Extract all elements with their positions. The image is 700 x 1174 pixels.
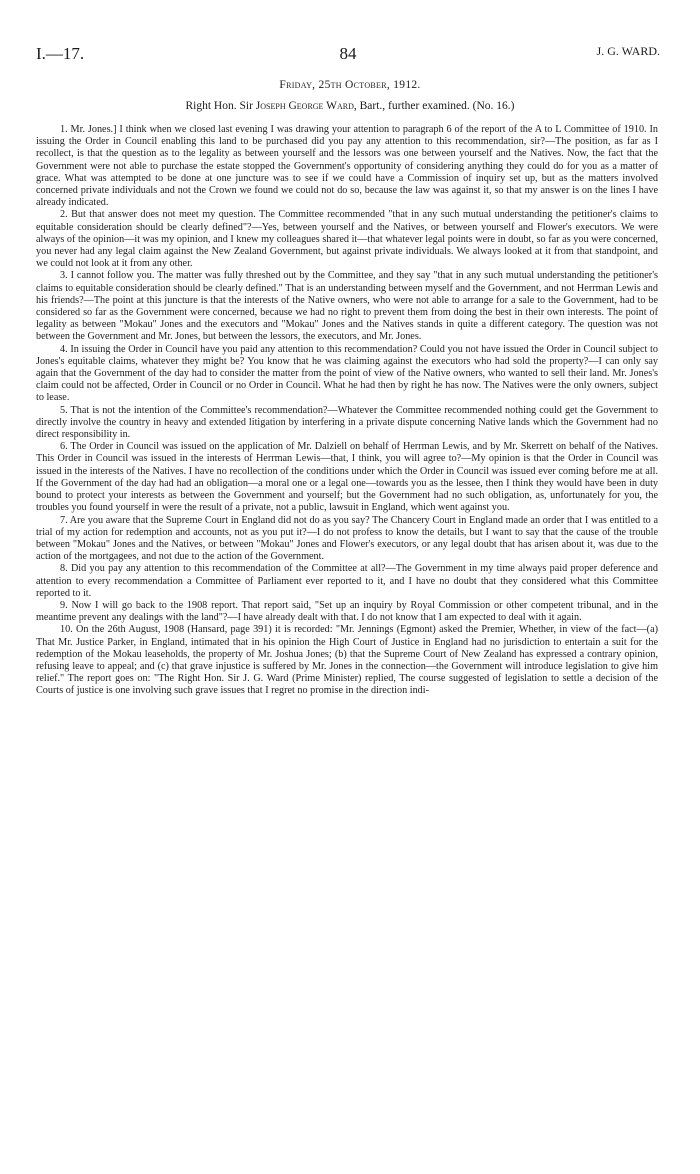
page-number: 84 bbox=[339, 44, 357, 63]
testimony-body bbox=[36, 124, 658, 698]
witness-suffix: , Bart., further examined. (No. 16.) bbox=[353, 100, 515, 112]
question-paragraph-4: 4. In issuing the Order in Council have you paid any attention to this recommendation? Could you not have issued the Order in Council subject to Jones's equitable claims, whatever they might be? You know that he was claiming against the executors who had sold the property?—I can only say again that the Government of the day had to consider the matter from the point of view of the Native owners, who wanted to sell their land. Mr. Jones's claim could not be affected, Order in Council or no Order in Council. What he had then by right he has now. The Natives were the only owners, subject to lease. bbox=[36, 343, 658, 404]
question-paragraph-10: 10. On the 26th August, 1908 (Hansard, page 391) it is recorded: "Mr. Jennings (Egmont) asked the Premier, Whether, in view of the fact—(a) That Mr. Justice Parker, in England, intimated that in his opinion the High Court of Justice in England had no jurisdiction to entertain a suit for the redemption of the Mokau leaseholds, the property of Mr. Joshua Jones; (b) that the Supreme Court of New Zealand has expressed a contrary opinion, refusing leave to appeal; and (c) that grave injustice is suffered by Mr. Jones in the connection—the Government will introduce legislation to give him relief." The report goes on: "The Right Hon. Sir J. G. Ward (Prime Minister) replied, The course suggested of legislation to settle a decision of the Courts of justice is one involving such grave issues that I regret no promise in the direction indi- bbox=[36, 624, 658, 697]
question-paragraph-9: 9. Now I will go back to the 1908 report. That report said, "Set up an inquiry by Royal Commission or other competent tribunal, and in the meantime prevent any dealings with the land"?—I have already dealt with that. I do not know that I am expected to deal with it again. bbox=[36, 599, 658, 624]
page-header bbox=[36, 44, 660, 66]
question-paragraph-2: 2. But that answer does not meet my question. The Committee recommended "that in any such mutual understanding the petitioner's claims to equitable consideration should be clearly defined"?—Yes, between yourself and the Natives, or between yourself and Flower's executors. We were always of the opinion—it was my opinion, and I knew my colleagues shared it—that whatever legal points were in doubt, so far as you were concerned, you never had any legal claim against the New Zealand Government, but against private individuals. We always looked at it from that standpoint, and we could not look at it from any other. bbox=[36, 209, 658, 270]
witness-line bbox=[0, 100, 700, 112]
question-paragraph-6: 6. The Order in Council was issued on the application of Mr. Dalziell on behalf of Herrman Lewis, and by Mr. Skerrett on behalf of the Natives. This Order in Council was issued in the interests of Herrman Lewis—that, I think, you will agree to?—My opinion is that the Order in Council was issued in the interests of the Natives. I have no recollection of the conditions under which the Order in Council was issued ever coming before me at all. If the Government of the day had had an obligation—a moral one or a legal one—towards you as the lessee, then I think they would have been in duty bound to protect your interests as between the Government and yourself; but the Government had no such obligation, as, unfortunately for you, the troubles you found yourself in were the result of a private, not a public, lawsuit in England, which went against you. bbox=[36, 441, 658, 514]
question-paragraph-8: 8. Did you pay any attention to this recommendation of the Committee at all?—The Government in my time always paid proper deference and attention to every recommendation a Committee of Parliament ever reported to it, and I have no doubt that they considered what this Committee reported to it. bbox=[36, 563, 658, 599]
question-paragraph-5: 5. That is not the intention of the Committee's recommendation?—Whatever the Committee recommended nothing could get the Government to directly involve the country in heavy and extended litigation by interfering in a private dispute concerning Native lands which the Government had no direct responsibility in. bbox=[36, 404, 658, 441]
question-paragraph-1: 1. Mr. Jones.] I think when we closed last evening I was drawing your attention to paragraph 6 of the report of the A to L Committee of 1910. In issuing the Order in Council enabling this land to be purchased did you pay any attention to this recommendation, sir?—The position, as far as I recollect, is that the question as to the legality as between yourself and the lessors was one between yourself and the Natives. Now, the fact that the Government were not able to purchase the estate stopped the Government's opportunity of considering anything they could do for you as a matter of grace. What was attempted to be done at one juncture was to see if we could have a Commission of inquiry set up, but as the matters involved concerned private individuals and not the Crown we found we could not do so, because the law was against it, so that my answer is on the lines I have already indicated. bbox=[36, 124, 658, 209]
question-paragraph-7: 7. Are you aware that the Supreme Court in England did not do as you say? The Chancery Court in England made an order that I was entitled to a trial of my action for redemption and accounts, not as you put it?—I do not profess to know the details, but I want to say that the cause of the trouble between "Mokau" Jones and the Natives, or between "Mokau" Jones and Flower's executors, or any legal doubt that has arisen about it, was due to the action of the mortgagees, and not due to the action of the Government. bbox=[36, 514, 658, 563]
question-paragraph-3: 3. I cannot follow you. The matter was fully threshed out by the Committee, and they say "that in any such mutual understanding the petitioner's claims to equitable consideration should be clearly defined." That is an understanding between myself and the Government, and not Herrman Lewis and his friends?—The point at this juncture is that the interests of the Native owners, who were not able to arrange for a sale to the Government, had to be considered so far as the Government were concerned, because we had no right to prevent them from doing the best in their own interests. The point of legality as between "Mokau" Jones and the executors and "Mokau" Jones and the Natives stands in quite a different category. The question was not between the Government and Mr. Jones, but between the lessors, the executors, and Mr. Jones. bbox=[36, 270, 658, 343]
witness-name: Joseph George Ward bbox=[255, 100, 354, 112]
session-date: Friday, 25th October, 1912. bbox=[279, 79, 421, 91]
running-head: J. G. WARD. bbox=[596, 44, 660, 58]
paper-reference: I.—17. bbox=[36, 44, 85, 63]
witness-prefix: Right Hon. Sir bbox=[185, 100, 256, 112]
